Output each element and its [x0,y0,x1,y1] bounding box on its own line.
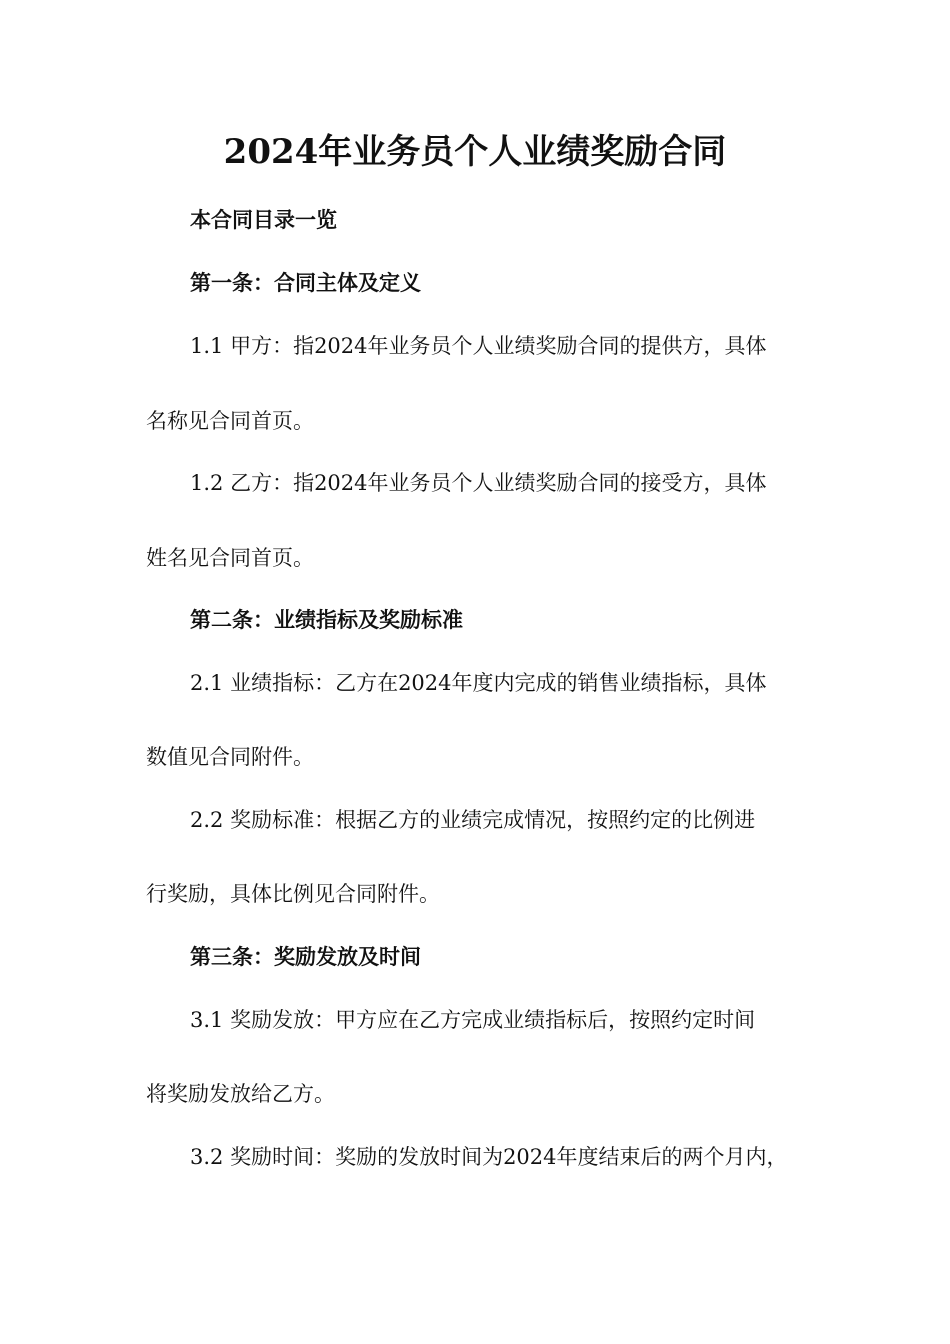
article-1-heading: 第一条：合同主体及定义 [190,270,421,295]
clause-2-1-line-1: 2.1 业绩指标：乙方在2024年度内完成的销售业绩指标，具体 [190,671,767,695]
article-2-heading: 第二条：业绩指标及奖励标准 [190,607,463,632]
clause-1-2-line-1: 1.2 乙方：指2024年业务员个人业绩奖励合同的接受方，具体 [190,471,767,495]
clause-2-2-line-1: 2.2 奖励标准：根据乙方的业绩完成情况，按照约定的比例进 [190,808,756,832]
clause-1-1-line-2: 名称见合同首页。 [146,409,314,433]
clause-2-2-line-2: 行奖励，具体比例见合同附件。 [146,882,440,906]
clause-3-2-line-1: 3.2 奖励时间：奖励的发放时间为2024年度结束后的两个月内， [190,1145,788,1169]
document-title: 2024年业务员个人业绩奖励合同 [223,132,727,172]
clause-1-1-line-1: 1.1 甲方：指2024年业务员个人业绩奖励合同的提供方，具体 [190,334,767,358]
clause-1-2-line-2: 姓名见合同首页。 [146,546,314,570]
clause-3-1-line-1: 3.1 奖励发放：甲方应在乙方完成业绩指标后，按照约定时间 [190,1008,756,1032]
clause-3-1-line-2: 将奖励发放给乙方。 [146,1082,335,1106]
clause-2-1-line-2: 数值见合同附件。 [146,745,314,769]
article-3-heading: 第三条：奖励发放及时间 [190,944,421,969]
toc-heading: 本合同目录一览 [190,207,337,232]
